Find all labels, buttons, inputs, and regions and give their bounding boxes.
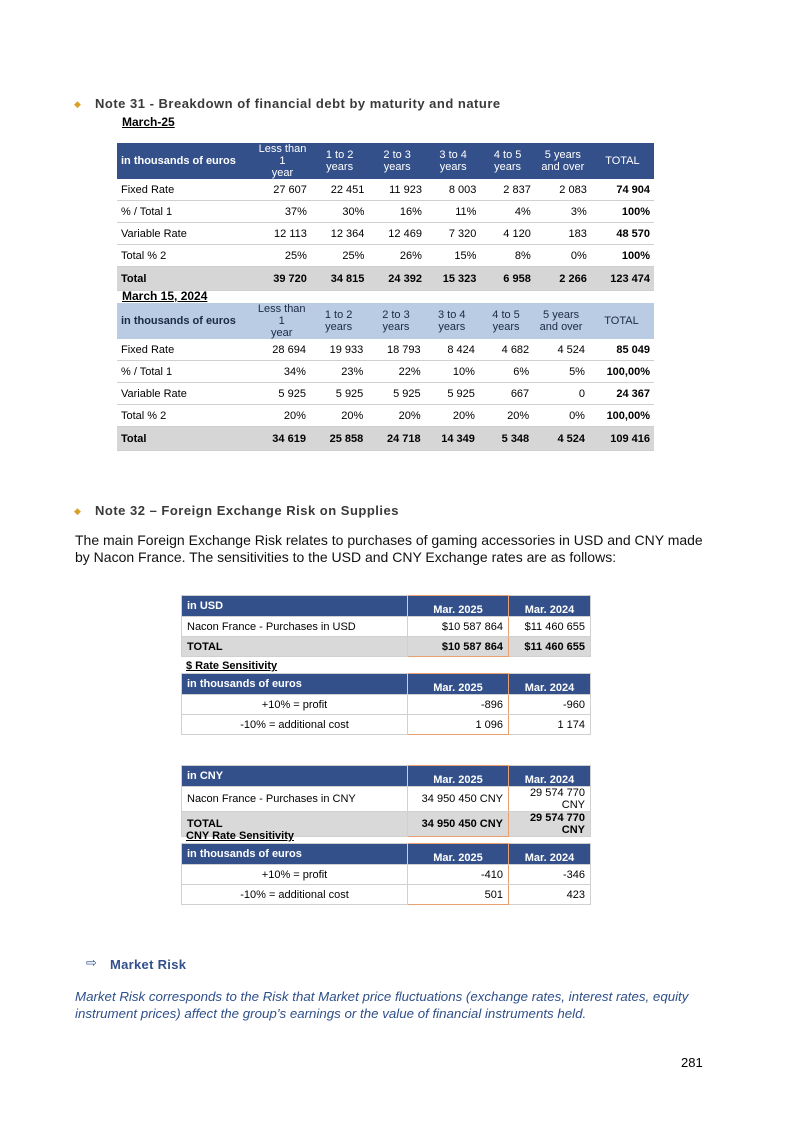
cny-sensitivity-table <box>181 843 591 905</box>
table-header-row <box>117 303 654 339</box>
table-cell: 34% <box>253 361 310 383</box>
table-cell: 15 323 <box>426 267 480 291</box>
row-label: Fixed Rate <box>117 179 254 201</box>
table-row <box>117 267 654 291</box>
column-header: 3 to 4 years <box>425 303 479 339</box>
row-label: Total <box>117 267 254 291</box>
table-cell: 4% <box>480 201 534 223</box>
column-header: 2 to 3 years <box>368 143 426 179</box>
column-header: Mar. 2024 <box>509 596 591 617</box>
table-cell: 4 682 <box>479 339 533 361</box>
table-cell: 20% <box>479 405 533 427</box>
table-cell: 183 <box>535 223 591 245</box>
table-cell: 667 <box>479 383 533 405</box>
usd-purchases-table <box>181 595 591 657</box>
table-cell: 0% <box>535 245 591 267</box>
table-cell: 8% <box>480 245 534 267</box>
note32-paragraph: The main Foreign Exchange Risk relates to purchases of gaming accessories in USD and CNY made by Nacon France. The sensitivities to the USD and CNY Exchange rates are as follows: <box>75 532 703 565</box>
table-header-row <box>182 766 591 787</box>
table2-period: March 15, 2024 <box>122 289 208 303</box>
table-cell: 5 925 <box>367 383 424 405</box>
table-header-row <box>182 844 591 865</box>
column-header: Mar. 2025 <box>408 844 509 865</box>
table-cell: 11 923 <box>368 179 426 201</box>
column-header: Mar. 2025 <box>408 766 509 787</box>
table-cell: 25% <box>254 245 311 267</box>
column-header: Mar. 2025 <box>408 674 509 695</box>
table-cell: 8 003 <box>426 179 480 201</box>
table-cell: 20% <box>253 405 310 427</box>
table-cell: 19 933 <box>310 339 367 361</box>
row-label: Nacon France - Purchases in USD <box>182 617 408 637</box>
column-header: Mar. 2025 <box>408 596 509 617</box>
table-cell: $11 460 655 <box>509 637 591 657</box>
arrow-right-icon: ⇨ <box>86 955 97 970</box>
row-label: % / Total 1 <box>117 201 254 223</box>
row-label: Total <box>117 427 253 451</box>
table-cell: 29 574 770 CNY <box>509 812 591 837</box>
row-label: % / Total 1 <box>117 361 253 383</box>
column-header: 1 to 2 years <box>310 303 367 339</box>
row-label: TOTAL <box>182 637 408 657</box>
row-label: +10% = profit <box>182 695 408 715</box>
table-cell: 4 120 <box>480 223 534 245</box>
cny-sensitivity-title: CNY Rate Sensitivity <box>186 830 295 842</box>
table1-period: March-25 <box>122 115 175 129</box>
table-cell: 123 474 <box>591 267 654 291</box>
table-cell: 5 925 <box>310 383 367 405</box>
table-row <box>117 179 654 201</box>
table-cell: 22% <box>367 361 424 383</box>
table-cell: 100% <box>591 245 654 267</box>
table-row <box>182 885 591 905</box>
table-row <box>117 405 654 427</box>
table-cell: 8 424 <box>425 339 479 361</box>
debt-table-march-2025 <box>117 143 654 291</box>
market-risk-title: Market Risk <box>110 957 187 972</box>
table-cell: 34 950 450 CNY <box>408 812 509 837</box>
table-cell: 20% <box>310 405 367 427</box>
column-header: in thousands of euros <box>182 844 408 865</box>
table-row <box>182 865 591 885</box>
table-cell: 501 <box>408 885 509 905</box>
table-cell: $11 460 655 <box>509 617 591 637</box>
table-cell: 39 720 <box>254 267 311 291</box>
table-cell: 24 392 <box>368 267 426 291</box>
table-cell: 26% <box>368 245 426 267</box>
table-row <box>117 339 654 361</box>
column-header: 5 years and over <box>535 143 591 179</box>
column-header: Mar. 2024 <box>509 844 591 865</box>
table-cell: 3% <box>535 201 591 223</box>
table-row <box>117 223 654 245</box>
table-cell: 4 524 <box>533 339 589 361</box>
table-cell: 4 524 <box>533 427 589 451</box>
column-header: Mar. 2024 <box>509 766 591 787</box>
table-cell: -896 <box>408 695 509 715</box>
table-cell: 34 619 <box>253 427 310 451</box>
row-label: +10% = profit <box>182 865 408 885</box>
table-cell: 0 <box>533 383 589 405</box>
row-label: TOTAL <box>182 812 408 837</box>
column-header: Less than 1 year <box>254 143 311 179</box>
table-cell: 34 950 450 CNY <box>408 787 509 812</box>
column-header: in thousands of euros <box>117 303 253 339</box>
table-row <box>182 787 591 812</box>
table-cell: 7 320 <box>426 223 480 245</box>
column-header: 4 to 5 years <box>480 143 534 179</box>
table-cell: 100% <box>591 201 654 223</box>
table-cell: $10 587 864 <box>408 617 509 637</box>
column-header: Mar. 2024 <box>509 674 591 695</box>
column-header: TOTAL <box>591 143 654 179</box>
bullet-icon: ◆ <box>74 506 81 516</box>
usd-sensitivity-title: $ Rate Sensitivity <box>186 660 278 672</box>
table-cell: 18 793 <box>367 339 424 361</box>
row-label: Variable Rate <box>117 383 253 405</box>
table-cell: 5% <box>533 361 589 383</box>
table-cell: 23% <box>310 361 367 383</box>
table-row <box>117 245 654 267</box>
table-row <box>117 427 654 451</box>
table-cell: 6% <box>479 361 533 383</box>
table-cell: 28 694 <box>253 339 310 361</box>
column-header: 4 to 5 years <box>479 303 533 339</box>
table-cell: -346 <box>509 865 591 885</box>
table-row <box>182 617 591 637</box>
table-cell: 2 837 <box>480 179 534 201</box>
table-cell: 37% <box>254 201 311 223</box>
table-cell: 29 574 770 CNY <box>509 787 591 812</box>
table-cell: -960 <box>509 695 591 715</box>
note32-title: Note 32 – Foreign Exchange Risk on Supplies <box>95 503 399 518</box>
table-cell: 11% <box>426 201 480 223</box>
page-number: 281 <box>681 1055 703 1070</box>
table-cell: 16% <box>368 201 426 223</box>
table-cell: 100,00% <box>589 405 654 427</box>
table-cell: -410 <box>408 865 509 885</box>
table-cell: 100,00% <box>589 361 654 383</box>
row-label: Total % 2 <box>117 405 253 427</box>
table-cell: 22 451 <box>311 179 369 201</box>
table-cell: 24 718 <box>367 427 424 451</box>
usd-sensitivity-table <box>181 673 591 735</box>
table-cell: 10% <box>425 361 479 383</box>
row-label: Nacon France - Purchases in CNY <box>182 787 408 812</box>
column-header: 2 to 3 years <box>367 303 424 339</box>
table-cell: 27 607 <box>254 179 311 201</box>
market-risk-paragraph: Market Risk corresponds to the Risk that Market price fluctuations (exchange rates, interest rates, equity instrument prices) affect the group’s earnings or the value of financial instruments held. <box>75 989 689 1021</box>
row-label: -10% = additional cost <box>182 885 408 905</box>
note31-title: Note 31 - Breakdown of financial debt by maturity and nature <box>95 96 501 111</box>
table-cell: 30% <box>311 201 369 223</box>
total-row <box>182 637 591 657</box>
column-header: Less than 1 year <box>253 303 310 339</box>
table-row <box>117 383 654 405</box>
table-cell: 24 367 <box>589 383 654 405</box>
row-label: Fixed Rate <box>117 339 253 361</box>
table-cell: 74 904 <box>591 179 654 201</box>
table-cell: 5 925 <box>425 383 479 405</box>
column-header: 1 to 2 years <box>311 143 369 179</box>
table-cell: 12 364 <box>311 223 369 245</box>
column-header: in thousands of euros <box>182 674 408 695</box>
table-cell: 12 469 <box>368 223 426 245</box>
table-row <box>182 695 591 715</box>
table-row <box>117 201 654 223</box>
row-label: Variable Rate <box>117 223 254 245</box>
table-cell: 20% <box>425 405 479 427</box>
column-header: 3 to 4 years <box>426 143 480 179</box>
table-cell: 12 113 <box>254 223 311 245</box>
cny-purchases-table <box>181 765 591 837</box>
row-label: Total % 2 <box>117 245 254 267</box>
table-cell: 15% <box>426 245 480 267</box>
table-cell: 1 174 <box>509 715 591 735</box>
column-header: in CNY <box>182 766 408 787</box>
column-header: 5 years and over <box>533 303 589 339</box>
column-header: in thousands of euros <box>117 143 254 179</box>
table-cell: 20% <box>367 405 424 427</box>
column-header: TOTAL <box>589 303 654 339</box>
table-cell: 0% <box>533 405 589 427</box>
table-cell: 6 958 <box>480 267 534 291</box>
table-cell: 25% <box>311 245 369 267</box>
table-cell: 2 083 <box>535 179 591 201</box>
table-header-row <box>182 674 591 695</box>
table-cell: 1 096 <box>408 715 509 735</box>
table-cell: 5 925 <box>253 383 310 405</box>
row-label: -10% = additional cost <box>182 715 408 735</box>
table-cell: 423 <box>509 885 591 905</box>
table-cell: 48 570 <box>591 223 654 245</box>
table-cell: 85 049 <box>589 339 654 361</box>
bullet-icon: ◆ <box>74 99 81 109</box>
table-cell: 14 349 <box>425 427 479 451</box>
table-header-row <box>117 143 654 179</box>
table-cell: 25 858 <box>310 427 367 451</box>
table-cell: $10 587 864 <box>408 637 509 657</box>
table-cell: 2 266 <box>535 267 591 291</box>
table-header-row <box>182 596 591 617</box>
table-cell: 34 815 <box>311 267 369 291</box>
debt-table-march-2024 <box>117 303 654 451</box>
table-cell: 109 416 <box>589 427 654 451</box>
table-row <box>117 361 654 383</box>
column-header: in USD <box>182 596 408 617</box>
table-row <box>182 715 591 735</box>
table-cell: 5 348 <box>479 427 533 451</box>
